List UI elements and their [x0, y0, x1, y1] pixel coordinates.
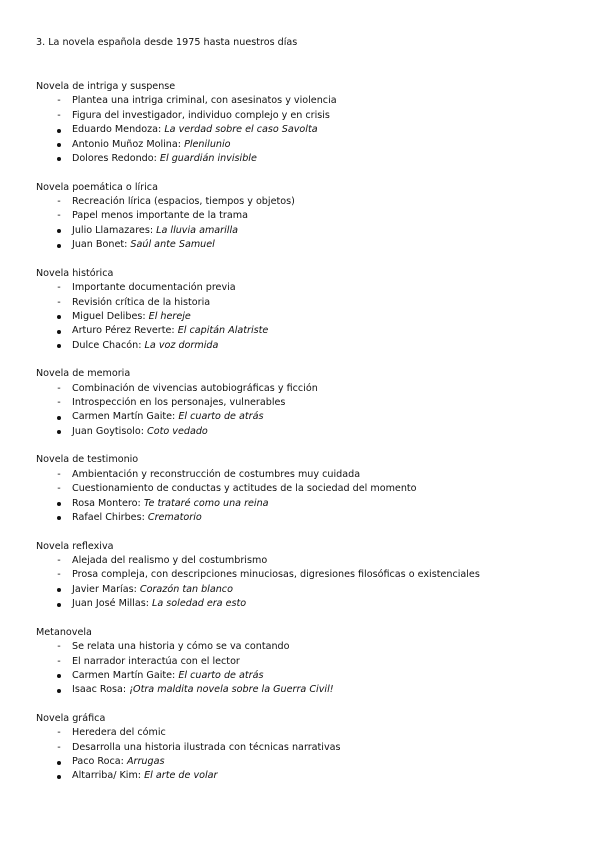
feature-item: [36, 281, 576, 295]
author-item: [36, 597, 576, 611]
section-heading: Novela gráfica: [36, 712, 106, 724]
work-title: El arte de volar: [144, 770, 218, 782]
work-title: El cuarto de atrás: [178, 669, 264, 681]
section-item-list: [36, 281, 576, 353]
feature-item: [36, 296, 576, 310]
dash-marker-icon: [54, 195, 64, 209]
author-item: [36, 123, 576, 137]
section-item-list: [36, 726, 576, 784]
dash-marker-icon: [54, 741, 64, 755]
work-title: El cuarto de atrás: [178, 411, 264, 423]
author-name: Altarriba/ Kim:: [72, 770, 142, 782]
section-item-list: [36, 640, 576, 698]
feature-text: Ambientación y reconstrucción de costumbres muy cuidada: [72, 468, 361, 480]
feature-text: Figura del investigador, individuo complejo y en crisis: [72, 109, 330, 121]
section-novela-historica: [36, 267, 576, 353]
dash-marker-icon: [54, 482, 64, 496]
feature-text: Introspección en los personajes, vulnerables: [72, 397, 286, 409]
feature-text: Recreación lírica (espacios, tiempos y objetos): [72, 195, 295, 207]
section-novela-memoria: [36, 367, 576, 439]
dash-marker-icon: [54, 396, 64, 410]
author-item: [36, 152, 576, 166]
feature-item: [36, 382, 576, 396]
feature-item: [36, 195, 576, 209]
work-title: Arrugas: [126, 756, 165, 768]
author-name: Carmen Martín Gaite:: [72, 411, 176, 423]
work-title: Saúl ante Samuel: [130, 239, 215, 251]
work-title: El guardián invisible: [159, 152, 257, 164]
feature-item: [36, 482, 576, 496]
work-title: Te trataré como una reina: [143, 497, 269, 509]
dash-marker-icon: [54, 382, 64, 396]
author-name: Juan Bonet:: [72, 239, 128, 251]
section-item-list: [36, 468, 576, 526]
author-name: Paco Roca:: [72, 756, 124, 768]
author-item: [36, 755, 576, 769]
section-item-list: [36, 382, 576, 440]
section-novela-grafica: [36, 712, 576, 784]
document-title: 3. La novela española desde 1975 hasta nuestros días: [36, 37, 298, 48]
author-item: [36, 769, 576, 783]
author-name: Isaac Rosa:: [72, 684, 127, 696]
section-novela-poematica: [36, 181, 576, 253]
section-novela-intriga: [36, 80, 576, 166]
author-item: [36, 238, 576, 252]
section-heading: Novela reflexiva: [36, 540, 114, 552]
section-item-list: [36, 554, 576, 612]
author-name: Eduardo Mendoza:: [72, 124, 162, 136]
work-title: ¡Otra maldita novela sobre la Guerra Civil!: [129, 684, 334, 696]
author-name: Dolores Redondo:: [72, 152, 157, 164]
feature-item: [36, 726, 576, 740]
author-name: Juan Goytisolo:: [72, 425, 144, 437]
section-heading: Novela histórica: [36, 267, 114, 279]
section-metanovela: [36, 626, 576, 698]
work-title: La lluvia amarilla: [156, 224, 239, 236]
author-name: Miguel Delibes:: [72, 310, 146, 322]
dash-marker-icon: [54, 109, 64, 123]
dash-marker-icon: [54, 281, 64, 295]
dash-marker-icon: [54, 655, 64, 669]
dash-marker-icon: [54, 296, 64, 310]
dash-marker-icon: [54, 209, 64, 223]
feature-text: Heredera del cómic: [72, 727, 166, 739]
author-name: Juan José Millas:: [72, 598, 149, 610]
author-name: Arturo Pérez Reverte:: [72, 325, 175, 337]
author-item: [36, 339, 576, 353]
author-name: Antonio Muñoz Molina:: [72, 138, 182, 150]
feature-text: Importante documentación previa: [72, 282, 236, 294]
feature-text: El narrador interactúa con el lector: [72, 655, 240, 667]
dash-marker-icon: [54, 726, 64, 740]
section-novela-reflexiva: [36, 540, 576, 612]
feature-text: Se relata una historia y cómo se va contando: [72, 641, 290, 653]
section-heading: Novela poemática o lírica: [36, 181, 158, 193]
dash-marker-icon: [54, 568, 64, 582]
work-title: El hereje: [148, 310, 191, 322]
feature-item: [36, 655, 576, 669]
dash-marker-icon: [54, 94, 64, 108]
dash-marker-icon: [54, 468, 64, 482]
work-title: La soledad era esto: [152, 598, 247, 610]
work-title: Crematorio: [147, 511, 202, 523]
feature-item: [36, 396, 576, 410]
feature-item: [36, 568, 576, 582]
section-heading: Metanovela: [36, 626, 92, 638]
author-item: [36, 669, 576, 683]
feature-text: Cuestionamiento de conductas y actitudes de la sociedad del momento: [72, 483, 417, 495]
author-name: Carmen Martín Gaite:: [72, 669, 176, 681]
feature-item: [36, 209, 576, 223]
feature-text: Prosa compleja, con descripciones minuciosas, digresiones filosóficas o existenciales: [72, 569, 480, 581]
author-item: [36, 425, 576, 439]
author-item: [36, 324, 576, 338]
author-name: Javier Marías:: [72, 583, 137, 595]
author-item: [36, 497, 576, 511]
section-heading: Novela de testimonio: [36, 454, 139, 466]
author-item: [36, 511, 576, 525]
author-item: [36, 224, 576, 238]
author-name: Julio Llamazares:: [72, 224, 154, 236]
feature-text: Plantea una intriga criminal, con asesinatos y violencia: [72, 95, 337, 107]
feature-text: Combinación de vivencias autobiográficas y ficción: [72, 382, 318, 394]
author-item: [36, 138, 576, 152]
author-item: [36, 410, 576, 424]
work-title: Plenilunio: [184, 138, 231, 150]
author-name: Rosa Montero:: [72, 497, 141, 509]
feature-item: [36, 640, 576, 654]
work-title: El capitán Alatriste: [177, 325, 269, 337]
section-novela-testimonio: [36, 453, 576, 525]
feature-item: [36, 94, 576, 108]
section-item-list: [36, 195, 576, 253]
feature-text: Revisión crítica de la historia: [72, 296, 211, 308]
dash-marker-icon: [54, 640, 64, 654]
work-title: Coto vedado: [147, 425, 208, 437]
feature-item: [36, 109, 576, 123]
section-item-list: [36, 94, 576, 166]
sections-container: [36, 80, 576, 798]
feature-item: [36, 554, 576, 568]
feature-item: [36, 468, 576, 482]
author-name: Rafael Chirbes:: [72, 511, 145, 523]
work-title: La verdad sobre el caso Savolta: [164, 124, 318, 136]
author-item: [36, 310, 576, 324]
work-title: Corazón tan blanco: [139, 583, 233, 595]
author-name: Dulce Chacón:: [72, 339, 142, 351]
dash-marker-icon: [54, 554, 64, 568]
feature-text: Alejada del realismo y del costumbrismo: [72, 554, 268, 566]
feature-text: Desarrolla una historia ilustrada con técnicas narrativas: [72, 741, 341, 753]
feature-text: Papel menos importante de la trama: [72, 210, 248, 222]
section-heading: Novela de intriga y suspense: [36, 81, 176, 92]
author-item: [36, 583, 576, 597]
author-item: [36, 683, 576, 697]
work-title: La voz dormida: [144, 339, 219, 351]
feature-item: [36, 741, 576, 755]
section-heading: Novela de memoria: [36, 368, 131, 380]
